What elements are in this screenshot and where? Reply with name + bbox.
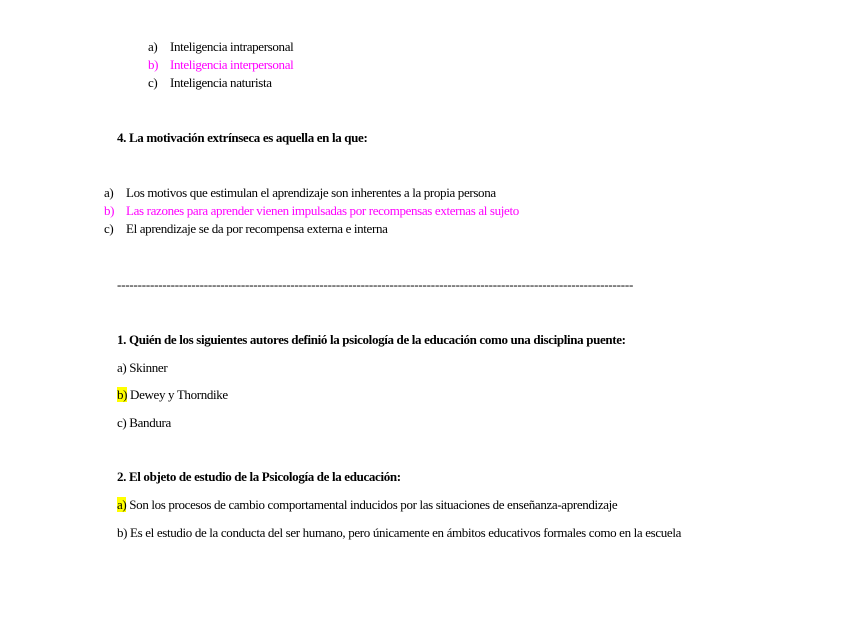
option-text: Bandura [126,415,171,430]
option-text: Es el estudio de la conducta del ser humano, pero únicamente en ámbitos educativos formales como en la escuela [127,525,682,540]
option-letter: a) [117,360,127,375]
option-text: Los motivos que estimulan el aprendizaje son inherentes a la propia persona [126,185,496,200]
q4-option-a [104,185,496,201]
top-option-c [148,75,272,91]
option-letter: a) [104,185,114,200]
option-text: Inteligencia intrapersonal [170,39,294,54]
option-letter: b) [117,525,128,540]
option-letter: a) [148,39,158,54]
q4-option-c [104,221,388,237]
option-letter: c) [148,75,158,90]
option-text: El aprendizaje se da por recompensa externa e interna [126,221,388,236]
option-letter-highlighted: a) [117,497,127,512]
top-option-b [148,57,293,73]
q1-option-b [117,387,228,403]
separator-line: ----------------------------------------------------------------------------------------------------------------------------- [117,277,634,292]
question-1: 1. Quién de los siguientes autores definió la psicología de la educación como una disciplina puente: [117,332,626,347]
option-text: Inteligencia interpersonal [170,57,294,72]
question-2: 2. El objeto de estudio de la Psicología de la educación: [117,469,401,484]
top-option-a [148,39,293,55]
option-letter: b) [104,203,115,218]
option-text: Dewey y Thorndike [127,387,228,402]
q1-option-c [117,415,171,431]
option-letter-highlighted: b) [117,387,128,402]
q1-option-a [117,360,167,376]
option-text: Inteligencia naturista [170,75,272,90]
option-text: Skinner [126,360,168,375]
question-4: 4. La motivación extrínseca es aquella en la que: [117,130,368,145]
option-letter: b) [148,57,159,72]
option-letter: c) [104,221,114,236]
option-letter: c) [117,415,127,430]
q2-option-b [117,525,681,541]
option-text: Son los procesos de cambio comportamental inducidos por las situaciones de enseñanza-aprendizaje [126,497,618,512]
q2-option-a [117,497,617,513]
option-text: Las razones para aprender vienen impulsadas por recompensas externas al sujeto [126,203,519,218]
q4-option-b [104,203,519,219]
